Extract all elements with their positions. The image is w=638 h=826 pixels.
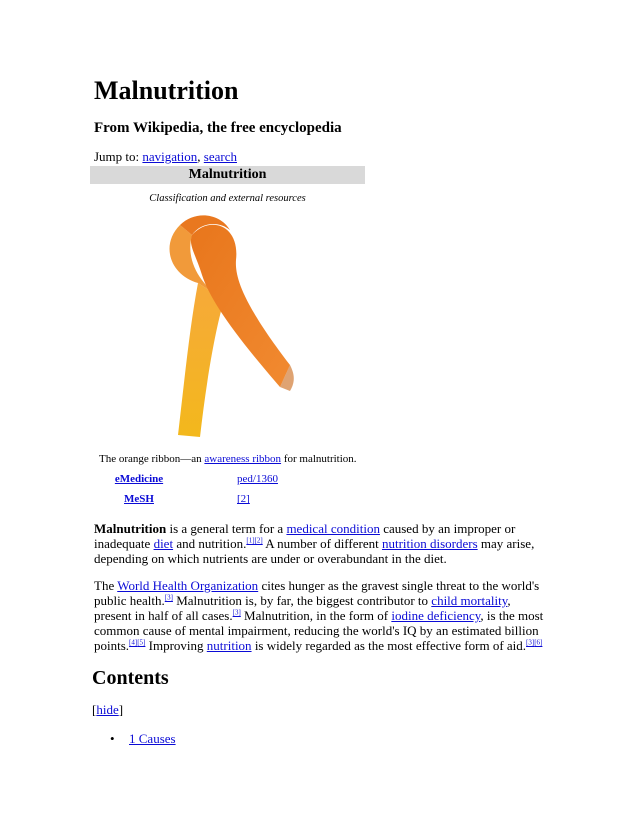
- ref-link-4[interactable]: [4]: [129, 638, 138, 647]
- toc-link-causes[interactable]: 1 Causes: [129, 731, 176, 746]
- text: A number of different: [262, 536, 382, 551]
- mesh-value-link[interactable]: [2]: [237, 493, 250, 505]
- text: caused by an improper or inadequate: [94, 521, 516, 551]
- text: Malnutrition, in the form of: [240, 608, 392, 623]
- caption-text-start: The orange ribbon—an: [99, 453, 202, 465]
- intro-paragraph-2: [94, 578, 544, 653]
- text: , present in half of all cases.: [94, 593, 511, 623]
- jump-label: Jump to:: [94, 149, 140, 164]
- text: , is the most common cause of mental impairment, reducing the world's IQ by an estimated billion points.: [94, 608, 544, 653]
- text: is a general term for a: [166, 521, 287, 536]
- navigation-link[interactable]: navigation: [142, 149, 198, 164]
- who-link[interactable]: World Health Organization: [117, 578, 259, 593]
- iodine-deficiency-link[interactable]: iodine deficiency: [391, 608, 481, 623]
- bracket-open: [: [92, 702, 97, 717]
- infobox-subtitle: Classification and external resources: [149, 193, 306, 204]
- ref-link-3[interactable]: [3]: [164, 593, 173, 602]
- ref-link-6[interactable]: [6]: [534, 638, 543, 647]
- bold-term: Malnutrition: [94, 521, 167, 536]
- ref-sup: [246, 537, 262, 545]
- infobox-caption: [99, 452, 357, 466]
- jump-to-bar: [94, 149, 237, 165]
- toc-toggle: [92, 702, 123, 718]
- awareness-ribbon-link[interactable]: awareness ribbon: [204, 453, 282, 465]
- orange-ribbon-image: [140, 205, 310, 445]
- ref-link-3c[interactable]: [3]: [526, 638, 535, 647]
- page-subtitle: From Wikipedia, the free encyclopedia: [94, 120, 342, 136]
- page-title: Malnutrition: [94, 76, 239, 105]
- bracket-close: ]: [118, 702, 124, 717]
- text: is widely regarded as the most effective form of aid.: [251, 638, 527, 653]
- ref-sup: [165, 594, 173, 602]
- ref-sup: [233, 609, 241, 617]
- hide-toc-link[interactable]: hide: [96, 702, 119, 717]
- contents-heading: Contents: [92, 667, 169, 689]
- nutrition-disorders-link[interactable]: nutrition disorders: [381, 536, 478, 551]
- infobox-title: Malnutrition: [90, 166, 365, 184]
- ref-link-2[interactable]: [2]: [254, 536, 263, 545]
- child-mortality-link[interactable]: child mortality: [431, 593, 508, 608]
- text: Malnutrition is, by far, the biggest contributor to: [172, 593, 432, 608]
- jump-separator: ,: [197, 149, 201, 164]
- text: Improving: [145, 638, 207, 653]
- medical-condition-link[interactable]: medical condition: [286, 521, 380, 536]
- text: may arise, depending on which nutrients are under or overabundant in the diet.: [94, 536, 535, 566]
- text: and nutrition.: [173, 536, 247, 551]
- ref-link-1[interactable]: [1]: [246, 536, 255, 545]
- text: cites hunger as the gravest single threat to the world's public health.: [94, 578, 540, 608]
- text: The: [94, 578, 118, 593]
- emedicine-value-link[interactable]: ped/1360: [237, 473, 278, 485]
- intro-paragraph-1: [94, 521, 544, 566]
- ref-link-5[interactable]: [5]: [137, 638, 146, 647]
- infobox-row-emedicine: [94, 472, 394, 486]
- diet-link[interactable]: diet: [153, 536, 174, 551]
- bullet-icon: •: [110, 731, 115, 746]
- ref-link-3b[interactable]: [3]: [232, 608, 241, 617]
- emedicine-link[interactable]: eMedicine: [114, 473, 164, 485]
- mesh-link[interactable]: MeSH: [124, 493, 154, 505]
- search-link[interactable]: search: [203, 149, 237, 164]
- infobox-row-mesh: [94, 492, 394, 506]
- caption-text-end: for malnutrition.: [283, 453, 357, 465]
- ref-sup: [129, 639, 145, 647]
- nutrition-link[interactable]: nutrition: [206, 638, 252, 653]
- ref-sup: [526, 639, 542, 647]
